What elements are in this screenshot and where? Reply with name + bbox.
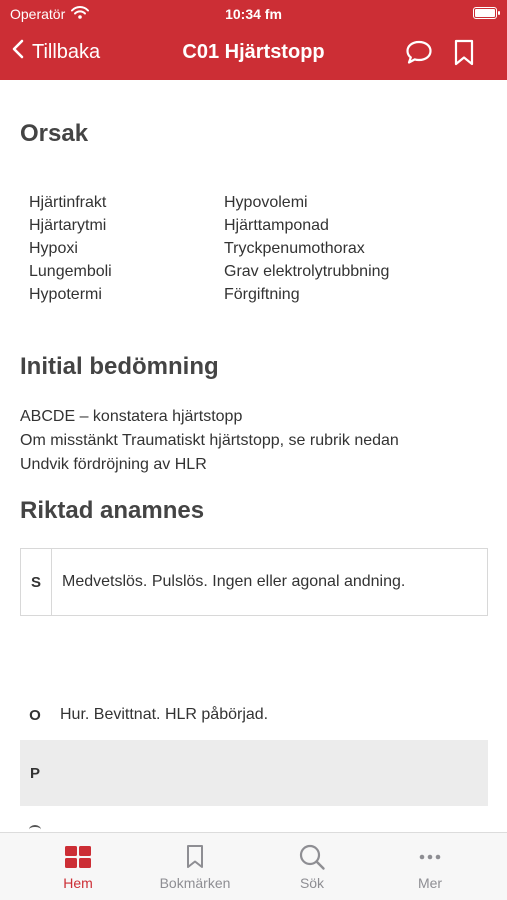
- cause-item: Tryckpenumothorax: [224, 240, 365, 257]
- cause-item: Grav elektrolytrubbning: [224, 263, 390, 280]
- row-letter: P: [29, 764, 40, 782]
- cause-item: Förgiftning: [224, 286, 300, 303]
- cause-item: Hjärtarytmi: [29, 217, 107, 234]
- causes-list: [29, 194, 444, 304]
- anamnes-row-s: [20, 548, 488, 616]
- back-label: Tillbaka: [32, 40, 101, 63]
- tab-mer[interactable]: [385, 843, 475, 891]
- more-icon: [385, 843, 475, 871]
- home-grid-icon: [33, 843, 123, 871]
- nav-actions: [405, 39, 475, 72]
- anamnes-row-p: [20, 740, 488, 806]
- paragraph-line: ABCDE – konstatera hjärtstopp: [20, 408, 243, 425]
- cause-item: Hjärtinfrakt: [29, 194, 107, 211]
- row-text: Hur. Bevittnat. HLR påbörjad.: [60, 706, 269, 723]
- tab-bokmarken[interactable]: [150, 843, 240, 891]
- cause-item: Hjärttamponad: [224, 217, 329, 234]
- tab-bar: [0, 832, 507, 900]
- status-time: 10:34 fm: [225, 6, 282, 22]
- cause-item: Hypotermi: [29, 286, 102, 303]
- initial-assessment-text: [20, 405, 399, 477]
- page-title: C01 Hjärtstopp: [182, 41, 325, 63]
- tab-label: Bokmärken: [159, 875, 231, 891]
- cause-item: Hypoxi: [29, 240, 78, 257]
- comment-icon[interactable]: [405, 39, 433, 72]
- row-letter: O: [29, 706, 41, 724]
- section-heading-anamnes: Riktad anamnes: [20, 497, 205, 524]
- header: [0, 0, 507, 80]
- status-bar: [0, 0, 507, 30]
- navigation-bar: [0, 30, 507, 80]
- bookmark-icon: [150, 843, 240, 871]
- carrier-label: Operatör: [10, 6, 66, 22]
- paragraph-line: Om misstänkt Traumatiskt hjärtstopp, se rubrik nedan: [20, 432, 399, 449]
- tab-hem[interactable]: [33, 843, 123, 891]
- cut-off-row-glyph: [29, 825, 41, 832]
- battery-icon: [473, 7, 497, 19]
- cause-item: Lungemboli: [29, 263, 112, 280]
- tab-label: Mer: [417, 875, 443, 891]
- anamnes-row-o: [20, 690, 488, 740]
- tab-label: Hem: [63, 875, 93, 891]
- section-heading-initial: Initial bedömning: [20, 353, 219, 380]
- paragraph-line: Undvik fördröjning av HLR: [20, 456, 207, 473]
- bookmark-icon[interactable]: [453, 39, 475, 72]
- article-content[interactable]: [0, 80, 507, 832]
- tab-label: Sök: [299, 875, 325, 891]
- cause-item: Hypovolemi: [224, 194, 308, 211]
- row-letter: S: [21, 549, 52, 615]
- section-heading-orsak: Orsak: [20, 120, 89, 147]
- tab-sok[interactable]: [267, 843, 357, 891]
- search-icon: [267, 843, 357, 871]
- row-text: Medvetslös. Pulslös. Ingen eller agonal andning.: [62, 573, 406, 590]
